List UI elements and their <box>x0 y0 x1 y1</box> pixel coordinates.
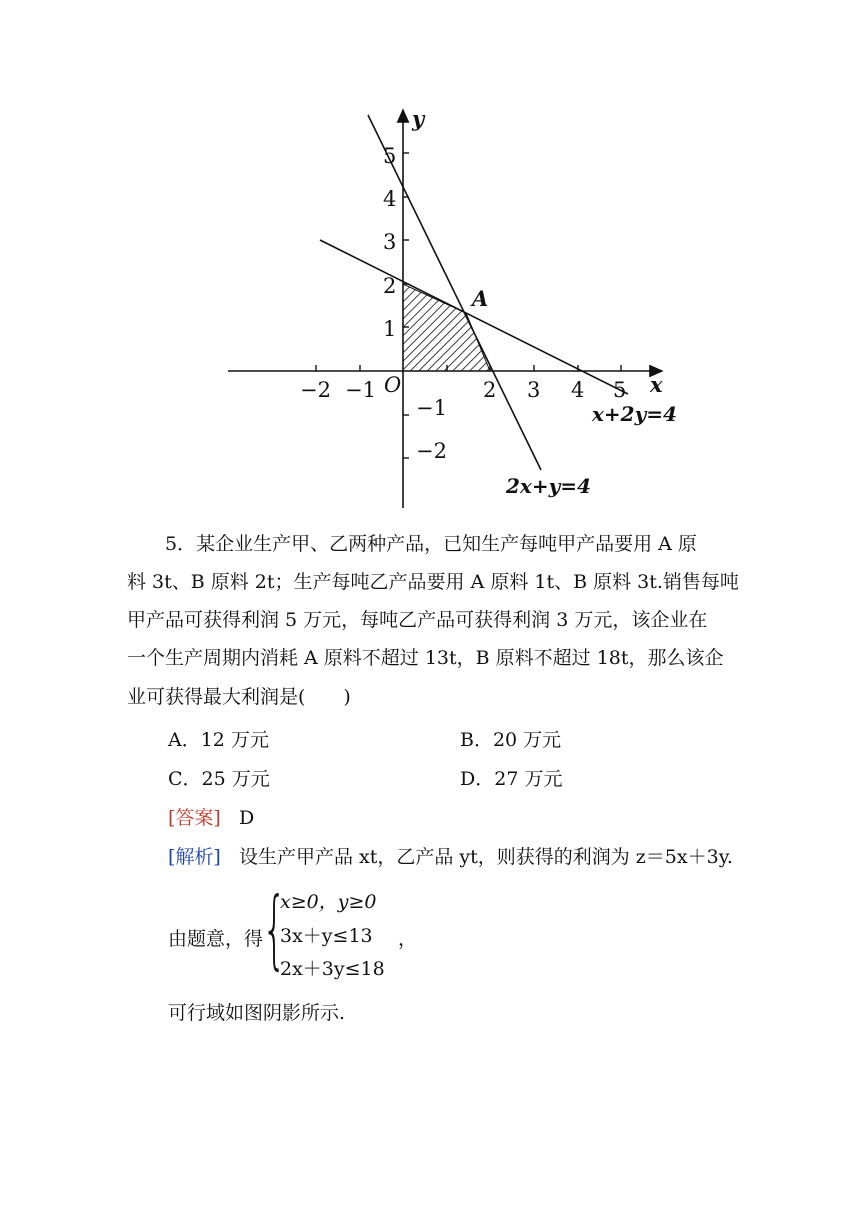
coordinate-figure <box>0 0 860 520</box>
problem-line: 5．某企业生产甲、乙两种产品，已知生产每吨甲产品要用 A 原 <box>165 533 697 555</box>
answer-tag: [答案] <box>168 807 221 829</box>
constraint-1: x≥0，y≥0 <box>280 891 377 913</box>
y-tick-label: 3 <box>383 230 397 254</box>
y-tick-label: 2 <box>383 274 397 298</box>
y-axis-label: y <box>412 106 425 131</box>
y-tick-label: −1 <box>416 396 447 420</box>
x-axis-label: x <box>650 372 663 397</box>
x-tick-label: 4 <box>571 378 585 402</box>
x-tick-label: 2 <box>483 378 497 402</box>
y-tick-label: 5 <box>383 144 397 168</box>
analysis-conclusion: 可行域如图阴影所示. <box>168 1002 346 1024</box>
answer-value: D <box>238 807 255 829</box>
origin-label: O <box>384 373 402 397</box>
option-a: A．12 万元 <box>168 729 269 751</box>
problem-line: 甲产品可获得利润 5 万元，每吨乙产品可获得利润 3 万元，该企业在 <box>127 609 708 631</box>
problem-line: 业可获得最大利润是( ) <box>127 686 351 708</box>
system-lead: 由题意，得 <box>168 928 264 950</box>
option-c: C．25 万元 <box>168 768 270 790</box>
problem-line: 一个生产周期内消耗 A 原料不超过 13t，B 原料不超过 18t，那么该企 <box>127 647 724 669</box>
line1-label: x+2y=4 <box>592 402 677 426</box>
constraint-3: 2x＋3y≤18 <box>280 958 385 980</box>
answer-row <box>168 799 254 837</box>
y-tick-label: 4 <box>383 187 397 211</box>
x-tick-label: −1 <box>345 378 376 402</box>
problem-line: 料 3t、B 原料 2t；生产每吨乙产品要用 A 原料 1t、B 原料 3t.销售每吨 <box>127 571 739 593</box>
y-tick-label: −2 <box>416 439 447 463</box>
option-b: B．20 万元 <box>460 729 562 751</box>
analysis-tag: [解析] <box>168 846 221 868</box>
line2-label: 2x+y=4 <box>506 474 591 498</box>
x-tick-label: 3 <box>527 378 541 402</box>
system-comma: ， <box>398 928 418 950</box>
x-tick-label: −2 <box>300 378 331 402</box>
analysis-text: 设生产甲产品 xt，乙产品 yt，则获得的利润为 z＝5x＋3y. <box>238 846 733 868</box>
point-a-label: A <box>472 286 489 311</box>
y-tick-label: 1 <box>383 317 397 341</box>
system-brace: { <box>262 879 287 979</box>
analysis-row <box>168 838 733 876</box>
constraint-2: 3x＋y≤13 <box>280 925 373 947</box>
x-tick-label: 5 <box>613 378 627 402</box>
option-d: D．27 万元 <box>460 768 563 790</box>
